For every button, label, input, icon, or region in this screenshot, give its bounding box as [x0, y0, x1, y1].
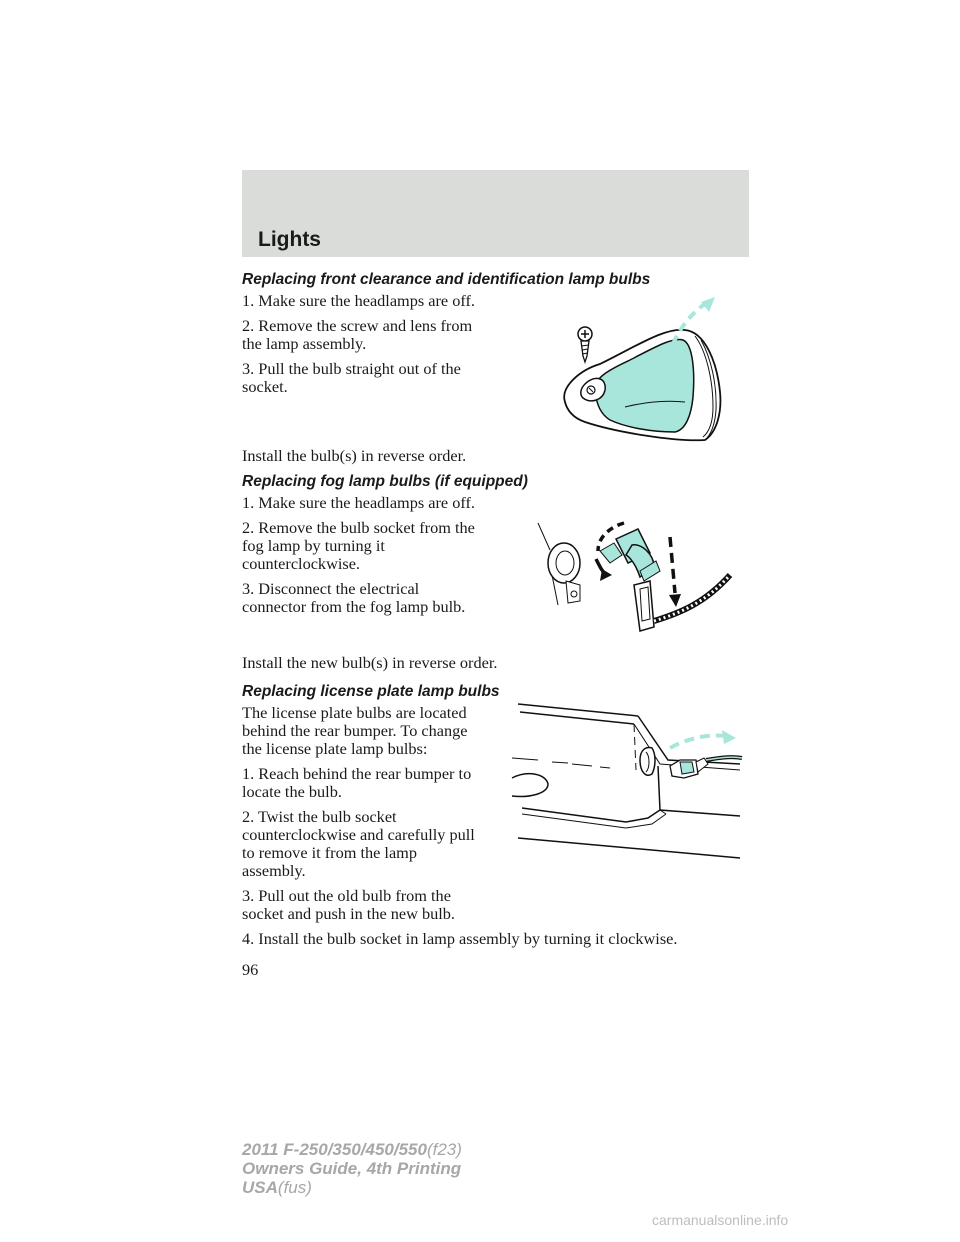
- license-step-2-line-4: assembly.: [242, 861, 306, 880]
- clearance-step-2-line-2: the lamp assembly.: [242, 334, 367, 353]
- heading-license-lamp: Replacing license plate lamp bulbs: [242, 683, 500, 700]
- footer-model: 2011 F-250/350/450/550: [242, 1140, 427, 1159]
- clearance-lamp-illustration: [555, 292, 735, 452]
- clearance-step-2-line-1: 2. Remove the screw and lens from: [242, 316, 473, 335]
- clearance-step-1: 1. Make sure the headlamps are off.: [242, 291, 475, 310]
- footer-region-code: (fus): [277, 1178, 312, 1197]
- fog-lamp-illustration: [530, 515, 750, 645]
- license-lamp-illustration: [508, 700, 748, 865]
- fog-step-3-line-2: connector from the fog lamp bulb.: [242, 597, 466, 616]
- footer-guide: Owners Guide, 4th Printing: [242, 1159, 462, 1178]
- license-step-2-line-1: 2. Twist the bulb socket: [242, 807, 397, 826]
- license-step-2-line-2: counterclockwise and carefully pull: [242, 825, 475, 844]
- connector-wire-icon: [634, 575, 730, 631]
- license-step-1-line-2: locate the bulb.: [242, 782, 342, 801]
- screw-icon: [578, 327, 592, 362]
- heading-fog-lamp: Replacing fog lamp bulbs (if equipped): [242, 473, 528, 490]
- clearance-step-3-line-1: 3. Pull the bulb straight out of the: [242, 359, 461, 378]
- watermark: carmanualsonline.info: [652, 1212, 789, 1228]
- document-footer: [242, 1140, 462, 1197]
- bumper-outline-icon: [512, 704, 740, 858]
- removal-arrow-icon: [670, 730, 736, 748]
- section-title: Lights: [258, 228, 321, 251]
- clearance-step-3-line-2: socket.: [242, 377, 288, 396]
- fog-step-2-line-1: 2. Remove the bulb socket from the: [242, 518, 475, 537]
- footer-region: USA: [242, 1178, 278, 1197]
- clearance-install: Install the bulb(s) in reverse order.: [242, 446, 467, 465]
- license-lamp-icon: [640, 748, 655, 776]
- license-step-1-line-1: 1. Reach behind the rear bumper to: [242, 764, 472, 783]
- heading-clearance-lamp: Replacing front clearance and identification lamp bulbs: [242, 271, 651, 288]
- fog-step-3-line-1: 3. Disconnect the electrical: [242, 579, 420, 598]
- fog-step-1: 1. Make sure the headlamps are off.: [242, 493, 475, 512]
- license-intro-line-3: the license plate lamp bulbs:: [242, 739, 428, 758]
- license-step-3-line-1: 3. Pull out the old bulb from the: [242, 886, 451, 905]
- pull-arrow-icon: [669, 537, 681, 607]
- license-intro-line-1: The license plate bulbs are located: [242, 703, 467, 722]
- footer-model-code: (f23): [426, 1140, 462, 1159]
- license-step-4: 4. Install the bulb socket in lamp assembly by turning it clockwise.: [242, 929, 678, 948]
- license-intro-line-2: behind the rear bumper. To change: [242, 721, 468, 740]
- license-step-2-line-3: to remove it from the lamp: [242, 843, 417, 862]
- fog-step-2-line-3: counterclockwise.: [242, 554, 360, 573]
- section-header: [242, 170, 749, 257]
- fog-install: Install the new bulb(s) in reverse order.: [242, 653, 498, 672]
- fog-step-2-line-2: fog lamp by turning it: [242, 536, 385, 555]
- license-step-3-line-2: socket and push in the new bulb.: [242, 904, 455, 923]
- page-number: 96: [242, 960, 259, 979]
- fog-lamp-housing-icon: [538, 523, 580, 605]
